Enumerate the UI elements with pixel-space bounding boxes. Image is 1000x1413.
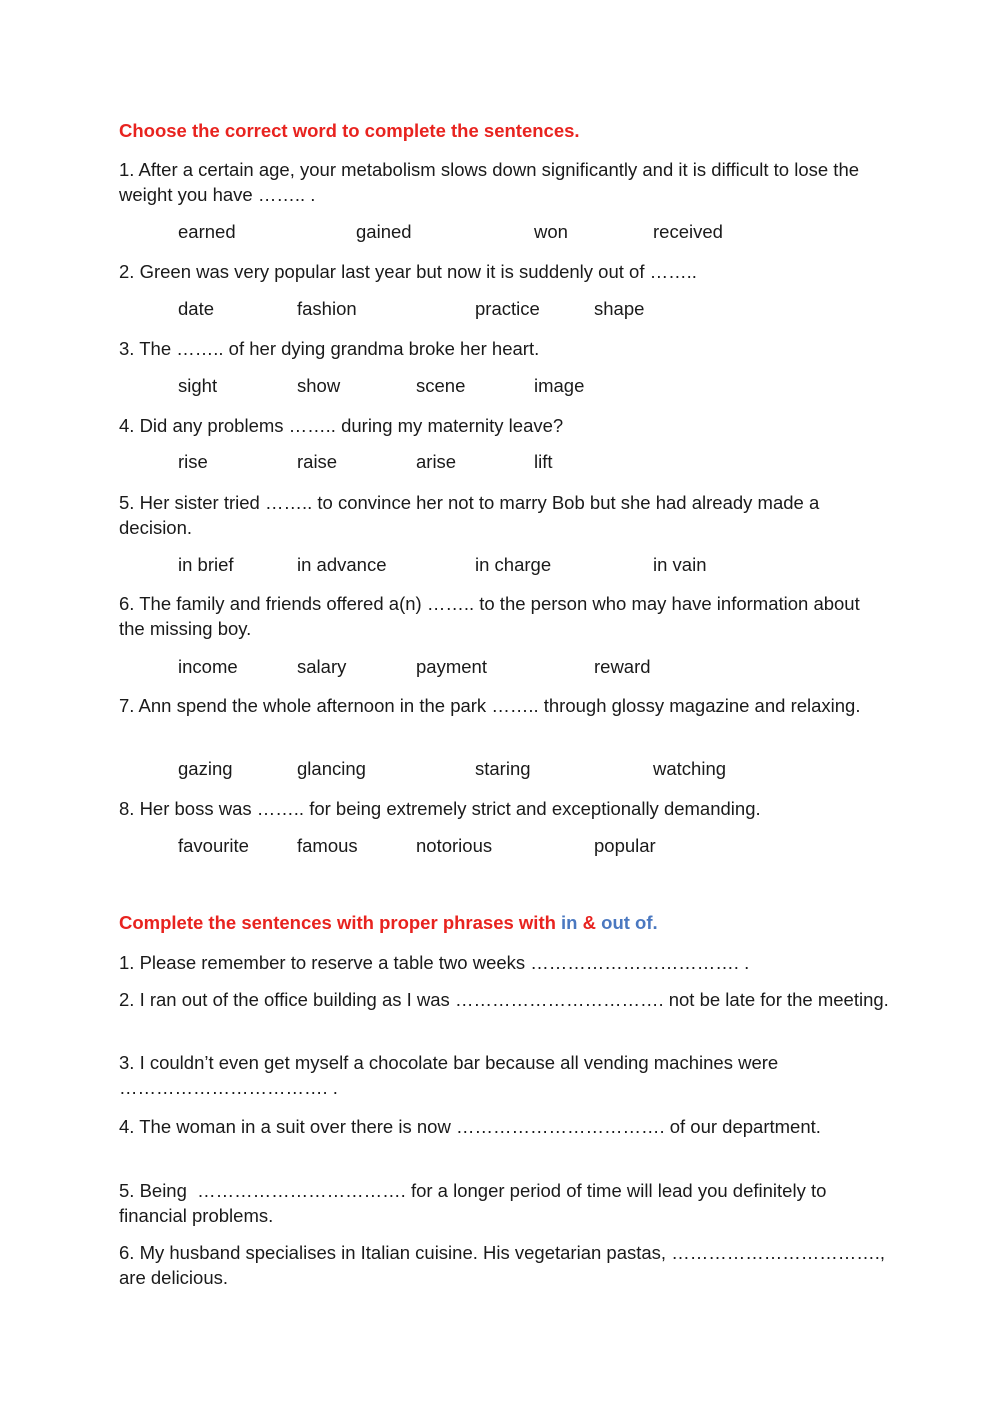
question-6: 6. The family and friends offered a(n) …….. to the person who may have information about the missing boy. [119,593,865,639]
option-3-a: sight [178,375,218,396]
option-5-a: in brief [178,554,234,575]
question-8: 8. Her boss was …….. for being extremely strict and exceptionally demanding. [119,798,761,819]
option-8-b: famous [297,835,358,856]
section2-title-prefix: Complete the sentences with proper phrases with [119,912,562,933]
question-7: 7. Ann spend the whole afternoon in the park …….. through glossy magazine and relaxing. [119,695,861,716]
option-1-b: gained [356,221,412,242]
option-3-d: image [534,375,585,396]
question-1: 1. After a certain age, your metabolism slows down significantly and it is difficult to lose the weight you have …….. . [119,159,865,205]
phrase-question-1: 1. Please remember to reserve a table two weeks ……………………………. . [119,952,750,973]
phrase-question-4: 4. The woman in a suit over there is now ……………………………. of our department. [119,1116,821,1137]
section2-title-outof: out of. [601,912,658,933]
option-7-c: staring [475,758,531,779]
section2-title-in: in [561,912,578,933]
question-4: 4. Did any problems …….. during my maternity leave? [119,415,564,436]
option-8-c: notorious [416,835,493,856]
question-2: 2. Green was very popular last year but now it is suddenly out of …….. [119,261,697,282]
option-1-d: received [653,221,723,242]
option-2-b: fashion [297,298,357,319]
option-7-d: watching [653,758,727,779]
option-2-d: shape [594,298,645,319]
option-4-d: lift [534,451,553,472]
section2-title [119,912,658,934]
option-2-c: practice [475,298,540,319]
option-4-b: raise [297,451,338,472]
phrase-question-2: 2. I ran out of the office building as I was ……………………………. not be late for the meeting. [119,989,889,1010]
phrase-question-6: 6. My husband specialises in Italian cuisine. His vegetarian pastas, ……………………………., are delicious. [119,1242,891,1288]
option-3-b: show [297,375,341,396]
option-6-c: payment [416,656,487,677]
option-8-d: popular [594,835,656,856]
option-5-c: in charge [475,554,552,575]
option-1-a: earned [178,221,236,242]
option-7-b: glancing [297,758,366,779]
section1-title: Choose the correct word to complete the sentences. [119,120,580,141]
option-6-b: salary [297,656,347,677]
section2-title-amp: & [577,912,602,933]
option-1-c: won [534,221,568,242]
option-6-a: income [178,656,238,677]
option-4-c: arise [416,451,457,472]
option-8-a: favourite [178,835,249,856]
option-4-a: rise [178,451,208,472]
question-5: 5. Her sister tried …….. to convince her not to marry Bob but she had already made a decision. [119,492,825,538]
option-3-c: scene [416,375,466,396]
option-6-d: reward [594,656,651,677]
option-5-d: in vain [653,554,707,575]
option-2-a: date [178,298,215,319]
option-7-a: gazing [178,758,233,779]
question-3: 3. The …….. of her dying grandma broke her heart. [119,338,540,359]
phrase-question-3: 3. I couldn’t even get myself a chocolate bar because all vending machines were ……………………………. . [119,1052,784,1098]
option-5-b: in advance [297,554,387,575]
phrase-question-5: 5. Being ……………………………. for a longer period of time will lead you definitely to financial problems. [119,1180,832,1226]
